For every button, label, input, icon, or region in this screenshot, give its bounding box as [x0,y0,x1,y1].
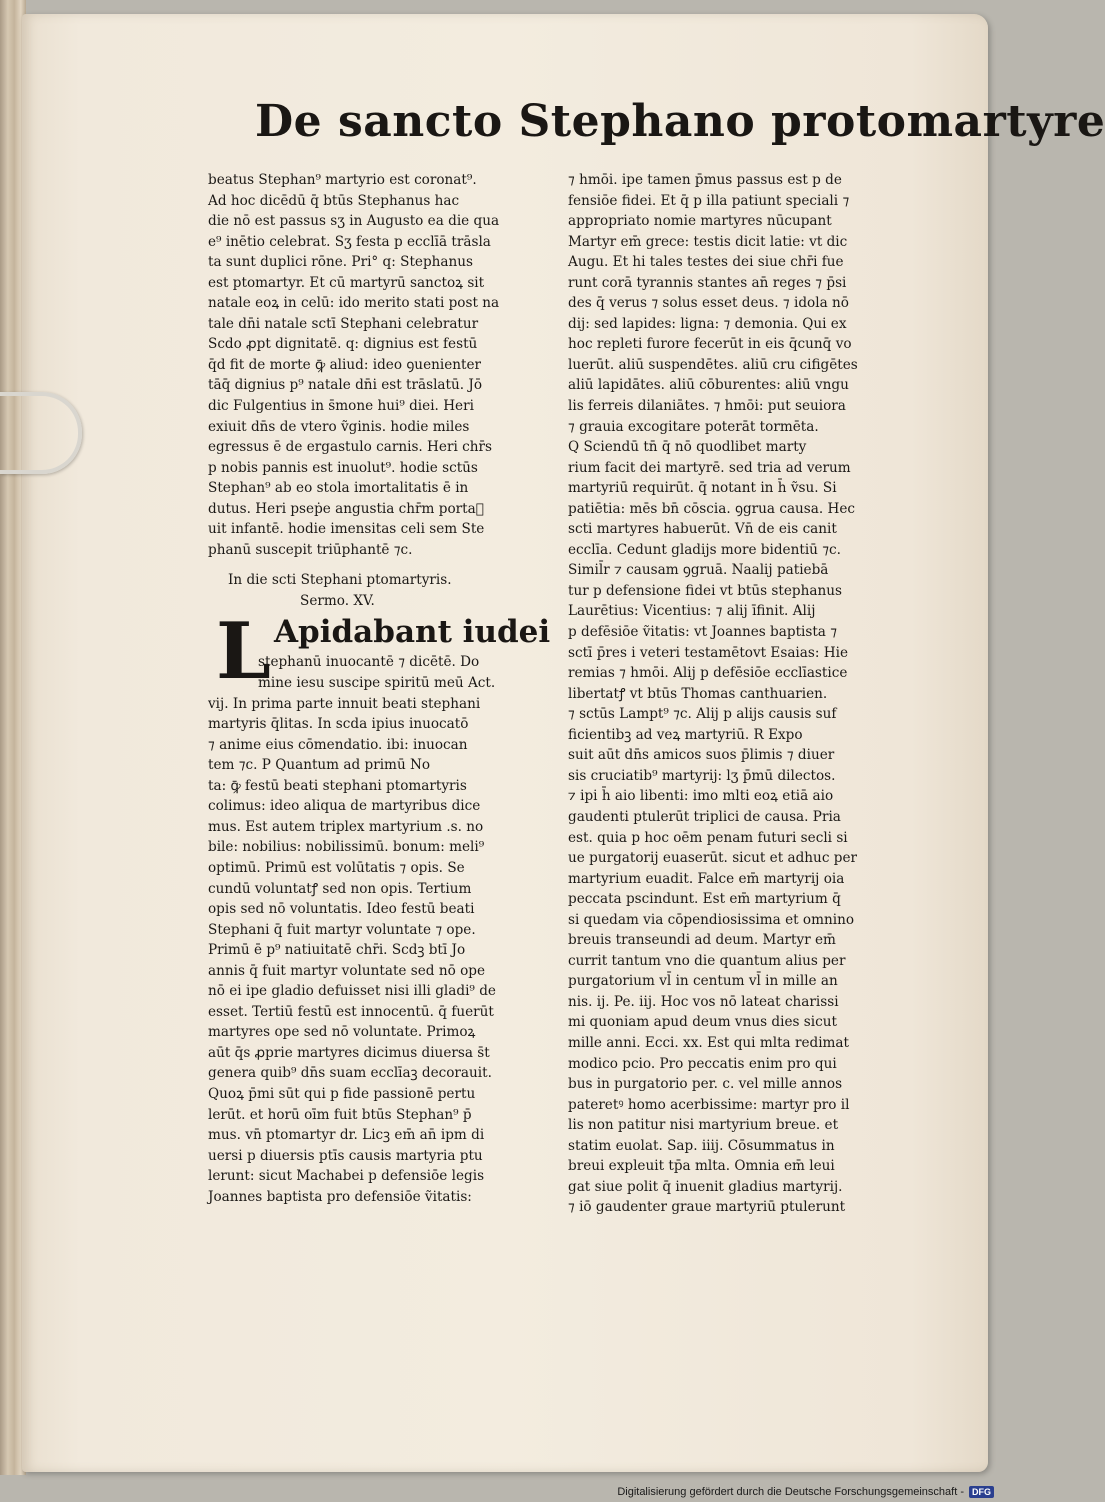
text-line: die nō est passus sʒ in Augusto ea die qua [208,213,500,230]
text-line: ue purgatorij euaserūt. sicut et adhuc per [568,850,857,867]
text-line: tale dn̄i natale sctī Stephani celebratur [208,315,479,332]
text-line: tem ⁊c. P Quantum ad primū No [208,757,431,774]
text-line: pateretꝰ homo acerbissime: martyr pro il [568,1096,850,1113]
text-line: lis non patitur nisi martyrium breue. et [568,1117,839,1134]
text-line: des q̄ verus ⁊ solus esset deus. ⁊ idola nō [568,295,849,312]
text-line: sis cruciatib⁹ martyrij: lʒ p̄mū dilectos. [568,767,836,784]
text-line: ⁊ grauia excogitare poterāt tormēta. [568,418,819,435]
text-line: Laurētius: Vicentius: ⁊ alij īfinit. Alij [568,603,816,620]
sermon-number: Sermo. XV. [300,592,375,609]
text-line: appropriato nomie martyres nūcupant [568,213,832,230]
text-line: tur p defensione fidei vt btūs stephanus [568,582,842,599]
text-line: nis. ij. Pe. iij. Hoc vos nō lateat charissi [568,993,839,1010]
text-line: ⁊ sctūs Lampt⁹ ⁊c. Alij p alijs causis suf [568,706,837,723]
text-line: mille anni. Ecci. xx. Est qui mlta redimat [568,1034,850,1051]
paper-clip [0,392,82,474]
text-line: sctī p̄res i veteri testamētovt Esaias: Hie [568,644,849,661]
text-line: peccata pscindunt. Est em̄ martyrium q̄ [568,891,841,908]
text-line: esset. Tertiū festū est innocentū. q̄ fuerūt [208,1003,494,1020]
text-line: uit infantē. hodie imensitas celi sem Ste [208,521,485,538]
text-line: nō ei ipe gladio defuisset nisi illi gladi⁹ de [208,983,496,1000]
text-line: martyris q̄litas. In scda ipius inuocatō [208,716,469,733]
text-line: luerūt. aliū suspendētes. aliū cru cifigētes [568,356,858,373]
text-line: gaudenti ptulerūt triplici de causa. Pria [568,808,841,825]
text-line: martyrium euadit. Falce em̄ martyrij oia [568,870,845,887]
right-column [568,170,940,1218]
text-line: ⁊ iō gaudenter graue martyriū ptulerunt [568,1199,846,1216]
text-line: patiētia: mēs bn̄ cōscia. ꝯgrua causa. Hec [568,500,856,517]
text-line: cundū voluntatꝭ sed non opis. Tertium [208,880,472,897]
text-line: aūt q̄s ꝓprie martyres dicimus diuersa s̄t [208,1044,490,1061]
text-line: Ad hoc dicēdū q̄ btūs Stephanus hac [208,192,460,209]
text-line: dij: sed lapides: ligna: ⁊ demonia. Qui ex [568,315,847,332]
left-column-top-text [208,170,568,560]
text-line: vij. In prima parte innuit beati stephani [208,695,481,712]
text-line: ⁊ anime eius cōmendatio. ibi: inuocan [208,736,468,753]
text-line: martyriū requirūt. q̄ notant in h̄ ṽsu. Si [568,480,837,497]
text-line: p defēsiōe ṽitatis: vt Joannes baptista ⁊ [568,624,837,641]
text-line: mi quoniam apud deum vnus dies sicut [568,1014,837,1031]
left-column [208,170,568,1207]
text-line: breuis transeundi ad deum. Martyr em̄ [568,932,836,949]
text-line: ta sunt duplici rōne. Pri° q: Stephanus [208,254,473,271]
text-line: stephanū inuocantē ⁊ dicētē. Do [258,654,480,671]
text-line: beatus Stephan⁹ martyrio est coronat⁹. [208,172,477,188]
text-line: lerunt: sicut Machabei p defensiōe legis [208,1168,485,1185]
text-line: ficientibꝫ ad veꝝ martyriū. R Expo [568,726,803,743]
text-line: natale eoꝝ in celū: ido merito stati post na [208,295,500,312]
text-line: ⁊ ipi h̄ aio libenti: imo mlti eoꝝ etiā aio [568,788,834,805]
text-line: genera quib⁹ dn̄s suam ecclīaꝫ decorauit. [208,1065,492,1082]
text-line: ⁊ hmōi. ipe tamen p̄mus passus est p de [568,172,842,188]
text-line: uersi p diuersis ptīs causis martyria ptu [208,1147,483,1164]
text-line: opis sed nō voluntatis. Ideo festū beati [208,901,475,918]
text-line: mus. vn̄ ptomartyr dr. Licꝫ em̄ an̄ ipm di [208,1127,485,1144]
text-line: dic Fulgentius in s̄mone hui⁹ diei. Heri [208,398,474,415]
text-line: Martyr em̄ grece: testis dicit latie: vt dic [568,233,848,250]
text-line: aliū lapidātes. aliū cōburentes: aliū vngu [568,377,849,394]
text-line: q̄d fit de morte ꝙ̄ aliud: ideo ꝯuenienter [208,356,482,373]
text-line: Joannes baptista pro defensiōe ṽitatis: [208,1188,472,1205]
text-line: p nobis pannis est inuolut⁹. hodie sctūs [208,459,478,476]
incipit-text: Apidabant iudei [274,614,551,651]
text-line: egressus ē de ergastulo carnis. Heri chr̄s [208,439,492,456]
text-line: si quedam via cōpendiosissima et omnino [568,911,855,928]
text-line: suit aūt dn̄s amicos suos p̄limis ⁊ diuer [568,747,835,764]
text-line: breui expleuit tp̄a mlta. Omnia em̄ leui [568,1158,835,1175]
text-line: tāq̄ dignius p⁹ natale dn̄i est trāslatū. Jō [208,377,483,394]
text-line: Scdo ꝓpt dignitatē. q: dignius est festū [208,336,478,353]
text-line: runt corā tyrannis stantes an̄ reges ⁊ p̄si [568,274,847,291]
text-line: ecclīa. Cedunt gladijs more bidentiū ⁊c. [568,541,841,558]
text-line: hoc repleti furore fecerūt in eis q̄cunq̄ vo [568,336,852,353]
text-line: optimū. Primū est volūtatis ⁊ opis. Se [208,859,465,876]
text-line: libertatꝭ vt btūs Thomas canthuarien. [568,685,828,702]
dfg-logo: DFG [969,1486,994,1498]
text-line: mine iesu suscipe spiritū meū Act. [258,675,496,692]
text-line: fensiōe fidei. Et q̄ p illa patiunt speciali ⁊ [568,192,850,209]
text-line: est. quia p hoc oēm penam futuri secli si [568,829,848,846]
text-line: phanū suscepit triūphantē ⁊c. [208,541,413,558]
text-line: exiuit dn̄s de vtero ṽginis. hodie miles [208,418,470,435]
decorated-initial: L [216,606,271,698]
text-line: est ptomartyr. Et cū martyrū sanctoꝝ sit [208,274,485,291]
text-line: bus in purgatorio per. c. vel mille annos [568,1076,843,1093]
text-line: Augu. Et hi tales testes dei siue chr̄i fue [568,254,844,271]
text-line: Stephani q̄ fuit martyr voluntate ⁊ ope. [208,921,476,938]
text-line: mus. Est autem triplex martyrium .s. no [208,818,484,835]
text-line: gat siue polit q̄ inuenit gladius martyrij. [568,1178,843,1195]
text-line: colimus: ideo aliqua de martyribus dice [208,798,481,815]
text-line: annis q̄ fuit martyr voluntate sed nō ope [208,962,486,979]
footer-credit: Digitalisierung gefördert durch die Deutsche Forschungsgemeinschaft - [617,1486,964,1498]
sermon-heading: In die scti Stephani ptomartyris. [228,572,452,589]
text-line: modico pcio. Pro peccatis enim pro qui [568,1055,837,1072]
text-line: e⁹ inētio celebrat. Sʒ festa p ecclīā trāsla [208,233,491,250]
text-line: ta: ꝙ̄ festū beati stephani ptomartyris [208,777,467,794]
text-line: currit tantum vno die quantum alius per [568,952,846,969]
text-line: remias ⁊ hmōi. Alij p defēsiōe ecclīastice [568,665,848,682]
text-line: Q Sciendū tn̄ q̄ nō quodlibet marty [568,439,807,456]
text-line: Stephan⁹ ab eo stola imortalitatis ē in [208,480,469,497]
digitization-footer [617,1486,994,1498]
text-line: Quoꝝ p̄mi sūt qui p fide passionē pertu [208,1085,476,1102]
text-line: purgatorium vl̄ in centum vl̄ in mille an [568,973,838,990]
text-line: statim euolat. Sap. iiij. Cōsummatus in [568,1137,835,1154]
text-line: Simil̄r ⁊ causam ꝯgruā. Naalij patiebā [568,562,829,579]
right-column-text [568,170,940,1218]
text-line: scti martyres habuerūt. Vn̄ de eis canit [568,521,837,538]
text-line: lis ferreis dilaniātes. ⁊ hmōi: put seuiora [568,398,846,415]
running-head: De sancto Stephano protomartyre [255,96,1105,147]
text-line: martyres ope sed nō voluntate. Primoꝝ [208,1024,476,1041]
left-column-bottom-text [208,694,568,1208]
text-line: bile: nobilius: nobilissimū. bonum: meli⁹ [208,839,485,856]
text-line: rium facit dei martyrē. sed tria ad verum [568,459,851,476]
text-line: Primū ē p⁹ natiuitatē chr̄i. Scdꝫ btī Jo [208,942,466,959]
text-line: dutus. Heri pseṗe angustia chr̄m portaᷓ [208,500,484,517]
text-line: lerūt. et horū oīm fuit btūs Stephan⁹ p̄ [208,1106,472,1123]
